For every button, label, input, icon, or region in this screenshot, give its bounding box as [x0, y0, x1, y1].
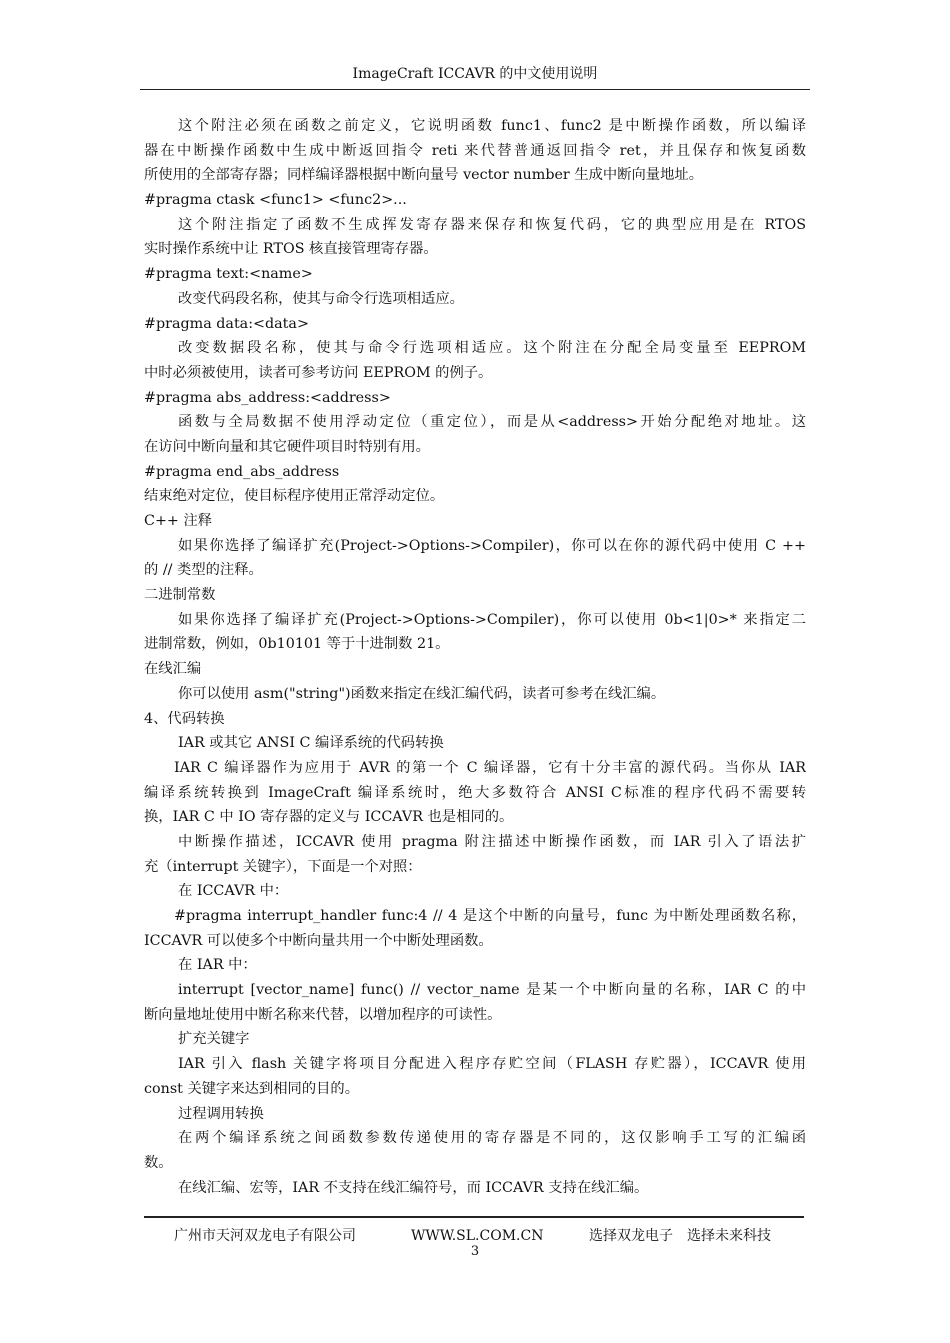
subsection-heading: IAR 或其它 ANSI C 编译系统的代码转换	[178, 735, 444, 752]
paragraph-line: 改变数据段名称，使其与命令行选项相适应。这个附注在分配全局变量至 EEPROM	[178, 340, 806, 357]
paragraph-line: 断向量地址使用中断名称来代替，以增加程序的可读性。	[144, 1006, 502, 1023]
section-heading: 在线汇编	[144, 661, 202, 678]
paragraph-line: 换，IAR C 中 IO 寄存器的定义与 ICCAVR 也是相同的。	[144, 809, 514, 826]
paragraph-line: 在 ICCAVR 中：	[178, 883, 289, 900]
section-heading: C++ 注释	[144, 513, 213, 529]
code-line: #pragma interrupt_handler func:4 // 4 是这个中断的向量号，func 为中断处理函数名称，	[174, 908, 806, 924]
section-heading: 二进制常数	[144, 587, 216, 604]
paragraph-line: 这个附注指定了函数不生成挥发寄存器来保存和恢复代码，它的典型应用是在 RTOS	[178, 216, 806, 233]
pragma-heading: #pragma text:<name>	[144, 266, 313, 283]
paragraph-line: 充（interrupt 关键字），下面是一个对照：	[144, 858, 422, 875]
paragraph-line: 编译系统转换到 ImageCraft 编译系统时，绝大多数符合 ANSI C标准的程序代码不需要转	[144, 784, 806, 801]
header-divider	[140, 89, 810, 90]
footer-slogan: 选择双龙电子 选择未来科技	[589, 1228, 771, 1244]
paragraph-line: 结束绝对定位，使目标程序使用正常浮动定位。	[144, 488, 445, 505]
page-number: 3	[470, 1244, 480, 1259]
paragraph-line: 器在中断操作函数中生成中断返回指令 reti 来代替普通返回指令 ret，并且保存和恢复函数	[144, 142, 806, 159]
paragraph-line: 如果你选择了编译扩充(Project->Options->Compiler)，你可以使用 0b<1|0>* 来指定二	[178, 611, 806, 628]
paragraph-line: IAR C 编译器作为应用于 AVR 的第一个 C 编译器，它有十分丰富的源代码。当你从 IAR	[174, 759, 806, 776]
paragraph-line: 数。	[144, 1154, 173, 1171]
paragraph-line: 这个附注必须在函数之前定义，它说明函数 func1、func2 是中断操作函数，所以编译	[178, 118, 806, 134]
pragma-heading: #pragma end_abs_address	[144, 463, 340, 480]
paragraph-line: 实时操作系统中让 RTOS 核直接管理寄存器。	[144, 241, 438, 258]
paragraph-line: 你可以使用 asm("string")函数来指定在线汇编代码，读者可参考在线汇编。	[178, 685, 666, 702]
paragraph-line: 在访问中断向量和其它硬件项目时特别有用。	[144, 438, 430, 455]
paragraph-line: IAR 引入 flash 关键字将项目分配进入程序存贮空间（FLASH 存贮器），ICCAVR 使用	[178, 1056, 806, 1073]
code-line: interrupt [vector_name] func() // vector_name 是某一个中断向量的名称，IAR C 的中	[178, 982, 806, 999]
paragraph-line: 函数与全局数据不使用浮动定位（重定位），而是从<address>开始分配绝对地址。这	[178, 414, 806, 431]
paragraph-line: 中断操作描述，ICCAVR 使用 pragma 附注描述中断操作函数，而 IAR 引入了语法扩	[178, 833, 806, 850]
paragraph-line: 如果你选择了编译扩充(Project->Options->Compiler)，你可以在你的源代码中使用 C ++	[178, 537, 806, 554]
paragraph-line: const 关键字来达到相同的目的。	[144, 1080, 360, 1097]
section-heading: 4、代码转换	[144, 710, 225, 727]
paragraph-line: 在线汇编、宏等，IAR 不支持在线汇编符号，而 ICCAVR 支持在线汇编。	[178, 1179, 649, 1196]
subsection-heading: 扩充关键字	[178, 1031, 250, 1048]
footer-url: WWW.SL.COM.CN	[411, 1228, 544, 1244]
page-header-title: ImageCraft ICCAVR 的中文使用说明	[352, 66, 598, 82]
paragraph-line: 在两个编译系统之间函数参数传递使用的寄存器是不同的，这仅影响手工写的汇编函	[178, 1130, 806, 1147]
paragraph-line: 所使用的全部寄存器；同样编译器根据中断向量号 vector number 生成中断向量地址。	[144, 167, 703, 184]
paragraph-line: 进制常数，例如，0b10101 等于十进制数 21。	[144, 636, 450, 653]
footer-divider	[144, 1216, 804, 1218]
pragma-heading: #pragma ctask <func1> <func2>...	[144, 192, 407, 209]
pragma-heading: #pragma data:<data>	[144, 315, 309, 332]
document-body	[144, 114, 806, 1200]
pragma-heading: #pragma abs_address:<address>	[144, 389, 391, 406]
paragraph-line: 中时必须被使用，读者可参考访问 EEPROM 的例子。	[144, 364, 493, 381]
paragraph-line: 在 IAR 中：	[178, 957, 257, 974]
paragraph-line: 改变代码段名称，使其与命令行选项相适应。	[178, 290, 464, 307]
paragraph-line: 的 // 类型的注释。	[144, 562, 263, 579]
subsection-heading: 过程调用转换	[178, 1105, 264, 1122]
paragraph-line: ICCAVR 可以使多个中断向量共用一个中断处理函数。	[144, 932, 493, 949]
footer-company: 广州市天河双龙电子有限公司	[174, 1228, 356, 1244]
